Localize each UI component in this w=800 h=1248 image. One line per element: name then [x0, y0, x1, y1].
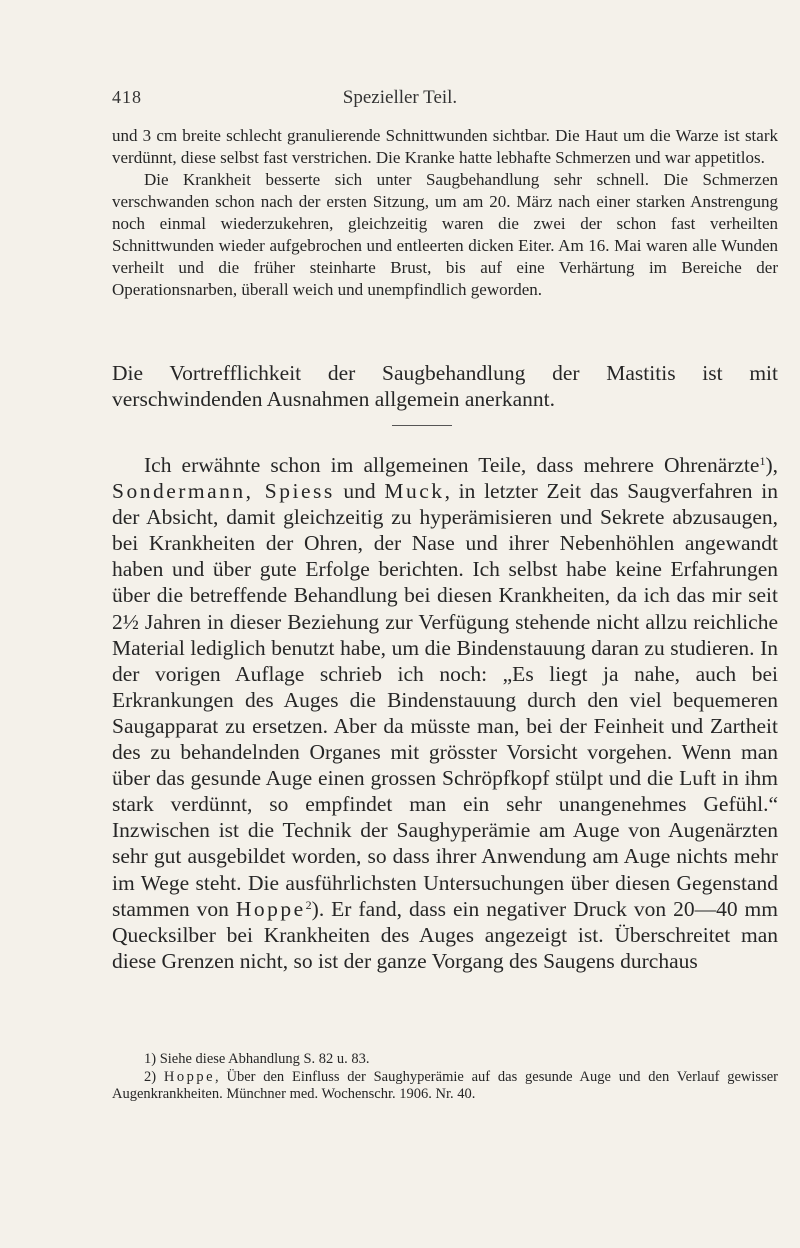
case-report-text [112, 125, 778, 301]
author-name-hoppe: Hoppe [235, 896, 306, 921]
section-divider [392, 425, 452, 426]
emphasis-statement [112, 360, 778, 412]
running-title: Spezieller Teil. [342, 87, 458, 108]
footnote-ref-1: 1 [759, 454, 766, 468]
author-names: Sondermann, Spiess [112, 479, 335, 504]
footnote-2 [112, 1069, 778, 1104]
main-text-part: Ich erwähnte schon im allgemeinen Teile, dass mehrere Ohrenärzte [144, 453, 760, 477]
footnote-2-number: 2) [144, 1068, 164, 1085]
page-header [0, 87, 800, 113]
main-text-part: ). Er fand, dass ein negativer Druck von 20—40 mm Quecksilber bei Krankheiten des Auges angezeigt ist. Überschreitet man diese Grenzen nicht, so ist der ganze Vorgang des Saugens durchaus [112, 896, 779, 973]
page-number: 418 [112, 87, 142, 107]
author-name-muck: Muck [384, 479, 445, 504]
footnote-ref-2: 2 [305, 897, 312, 912]
main-paragraph [112, 452, 778, 974]
case-paragraph-2: Die Krankheit besserte sich unter Saugbehandlung sehr schnell. Die Schmerzen verschwanden schon nach der ersten Sitzung, um am 20. März nach einer starken Anstrengung noch einmal wiederzukehren, gleichzeitig waren die zwei der schon fast verheilten Schnittwunden wieder aufgebrochen und entleerten dicken Eiter. Am 16. Mai waren alle Wunden verheilt und die früher steinharte Brust, bis auf eine Verhärtung im Bereiche der Operationsnarben, überall weich und unempfindlich geworden. [112, 170, 778, 299]
footnote-2-author: Hoppe [163, 1068, 216, 1085]
footnotes [112, 1051, 778, 1104]
footnote-1: 1) Siehe diese Abhandlung S. 82 u. 83. [144, 1051, 370, 1067]
main-text-part: ), [765, 453, 778, 477]
footnote-2-text: , Über den Einfluss der Saughyperämie auf das gesunde Auge und den Verlauf gewisser Augenkrankheiten. Münchner med. Wochenschr. 1906. Nr. 40. [112, 1068, 778, 1102]
main-text [112, 452, 778, 974]
emphasis-text: Die Vortrefflichkeit der Saugbehandlung der Mastitis ist mit verschwindenden Ausnahmen allgemein anerkannt. [112, 361, 778, 411]
main-text-part: , in letzter Zeit das Saugverfahren in der Absicht, damit gleichzeitig zu hyperämisieren und Sekrete abzusaugen, bei Krankheiten der Ohren, der Nase und ihrer Nebenhöhlen angewandt haben und über gute Erfolge berichten. Ich selbst habe keine Erfahrungen über die betreffende Behandlung bei diesen Krankheiten, da ich das mir seit 2½ Jahren in dieser Beziehung zur Verfügung stehende nicht allzu reichliche Material lediglich benutzt habe, um die Bindenstauung daran zu studieren. In der vorigen Auflage schrieb ich noch: „Es liegt ja nahe, auch bei Erkrankungen des Auges die Bindenstauung durch den viel bequemeren Saugapparat zu ersetzen. Aber da müsste man, bei der Feinheit und Zartheit des zu behandelnden Organes mit grösster Vorsicht vorgehen. Wenn man über das gesunde Auge einen grossen Schröpfkopf stülpt und die Luft in ihm stark verdünnt, so empfindet man ein sehr unangenehmes Gefühl.“ Inzwischen ist die Technik der Saughyperämie am Auge von Augenärzten sehr gut ausgebildet worden, so dass ihrer Anwendung am Auge nichts mehr im Wege steht. Die ausführlichsten Untersuchungen über diesen Gegenstand stammen von [112, 479, 778, 921]
case-paragraph-1: und 3 cm breite schlecht granulierende Schnittwunden sichtbar. Die Haut um die Warze ist stark verdünnt, diese selbst fast verstrichen. Die Kranke hatte lebhafte Schmerzen und war appetitlos. [112, 126, 778, 167]
main-text-part: und [334, 479, 385, 504]
